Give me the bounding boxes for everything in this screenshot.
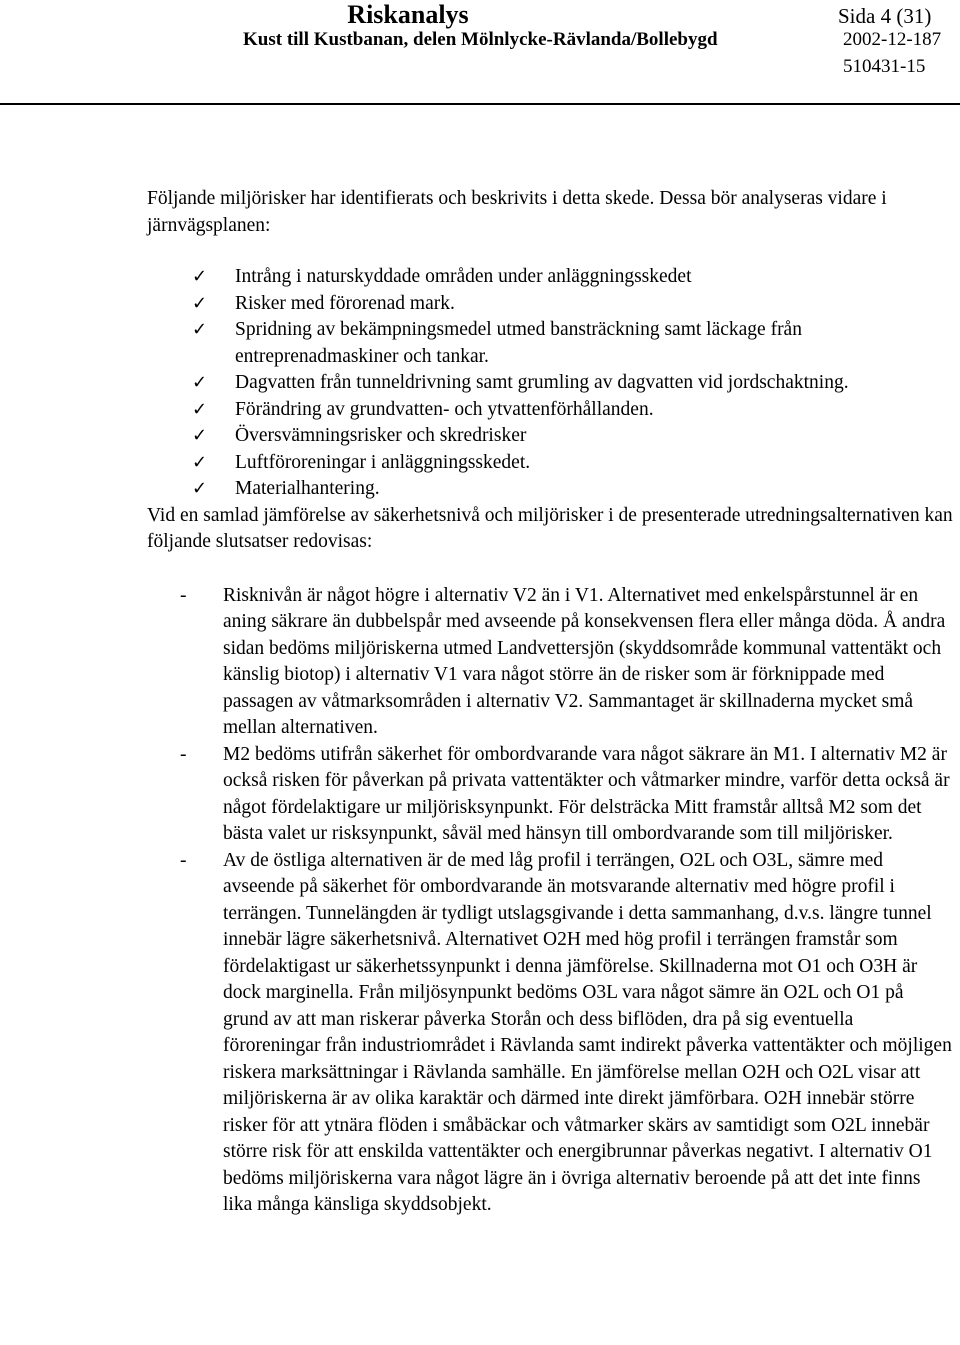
list-item: [147, 370, 953, 397]
list-item-text: Spridning av bekämpningsmedel utmed bansträckning samt läckage från entreprenadmaskiner och tankar.: [235, 319, 802, 367]
intro-paragraph: Följande miljörisker har identifierats och beskrivits i detta skede. Dessa bör analyseras vidare i järnvägsplanen:: [147, 188, 887, 236]
checkmark-icon: ✓: [192, 398, 208, 420]
environmental-risk-list: [147, 264, 953, 503]
document-reference: 510431-15: [843, 56, 926, 77]
checkmark-icon: ✓: [192, 319, 208, 340]
dash-marker: -: [180, 743, 187, 765]
document-title: Riskanalys: [347, 0, 469, 29]
list-item-text: Luftföroreningar i anläggningsskedet.: [235, 451, 531, 473]
list-item: [147, 848, 953, 1219]
list-item: [147, 450, 953, 477]
list-item: [147, 583, 953, 742]
document-body: [147, 186, 953, 1219]
list-item-text: Förändring av grundvatten- och ytvattenförhållanden.: [235, 398, 654, 420]
list-item: [147, 423, 953, 450]
page-number: Sida 4 (31): [838, 4, 932, 28]
checkmark-icon: ✓: [192, 292, 208, 314]
list-item: [147, 397, 953, 424]
list-item-text: Materialhantering.: [235, 478, 380, 499]
list-item-text: Översvämningsrisker och skredrisker: [235, 425, 527, 446]
checkmark-icon: ✓: [192, 266, 208, 287]
dash-marker: -: [180, 584, 187, 606]
list-item-text: Risknivån är något högre i alternativ V2 än i V1. Alternativet med enkelspårstunnel är en aning säkrare än dubbelspår med avseende på konsekvensen flera eller många döda. Å andra sidan bedöms miljöriskerna utmed Landvettersjön (skyddsområde kommunal vattentäkt och känslig biotop) i alternativ V1 vara något större än de risker som är förknippade med passagen av våtmarksområden i alternativ V2. Sammantaget är skillnaderna mycket små mellan alternativen.: [223, 584, 946, 738]
conclusion-list: [147, 583, 953, 1219]
list-item: [147, 742, 953, 848]
list-item: [147, 476, 953, 503]
page-header: [0, 0, 960, 106]
checkmark-icon: ✓: [192, 451, 208, 473]
checkmark-icon: ✓: [192, 478, 208, 499]
list-item-text: Intrång i naturskyddade områden under anläggningsskedet: [235, 266, 692, 287]
list-item: [147, 317, 953, 370]
list-item-text: Risker med förorenad mark.: [235, 292, 455, 314]
project-subtitle: Kust till Kustbanan, delen Mölnlycke-Rävlanda/Bollebygd: [243, 29, 718, 50]
list-item: [147, 291, 953, 318]
document-date: 2002-12-187: [843, 29, 942, 50]
list-item-text: Dagvatten från tunneldrivning samt grumling av dagvatten vid jordschaktning.: [235, 372, 849, 393]
checkmark-icon: ✓: [192, 425, 208, 446]
checkmark-icon: ✓: [192, 372, 208, 393]
list-item-text: M2 bedöms utifrån säkerhet för ombordvarande vara något säkrare än M1. I alternativ M2 är också risken för påverkan på privata vattentäkter och våtmarker mindre, varför detta också är något fördelaktigare ur miljörisksynpunkt. För delsträcka Mitt framstår alltså M2 som det bästa valet ur risksynpunkt, såväl med hänsyn till ombordvarande som till miljörisker.: [223, 743, 950, 844]
dash-marker: -: [180, 849, 187, 871]
list-item: [147, 264, 953, 291]
header-divider: [0, 103, 960, 105]
list-item-text: Av de östliga alternativen är de med låg profil i terrängen, O2L och O3L, sämre med avseende på säkerhet för ombordvarande än motsvarande alternativ med högre profil i terrängen. Tunnelängden är tydligt utslagsgivande i detta sammanhang, d.v.s. längre tunnel innebär lägre säkerhetsnivå. Alternativet O2H med hög profil i terrängen framstår som fördelaktigast ur säkerhetssynpunkt i denna jämförelse. Skillnaderna mot O1 och O3H är dock marginella. Från miljösynpunkt bedöms O3L vara något sämre än O2L och O1 på grund av att man riskerar påverka Storån och dess biflöden, dra på sig eventuella föroreningar från industriområdet i Rävlanda samt indirekt påverka vattentäkter och möjligen riskera marksättningar i Rävlanda samhälle. En jämförelse mellan O2H och O2L visar att miljöriskerna är av olika karaktär och därmed inte direkt jämförbara. O2H innebär större risker för att ytnära flöden i småbäckar och våtmarker skärs av samtidigt som O2L innebär större risk för att enskilda vattentäkter och energibrunnar påverkas negativt. I alternativ O1 bedöms miljöriskerna vara något lägre än i övriga alternativ beroende på att det inte finns lika många känsliga skyddsobjekt.: [223, 849, 952, 1215]
summary-paragraph: Vid en samlad jämförelse av säkerhetsnivå och miljörisker i de presenterade utredningsalternativen kan följande slutsatser redovisas:: [147, 504, 953, 552]
